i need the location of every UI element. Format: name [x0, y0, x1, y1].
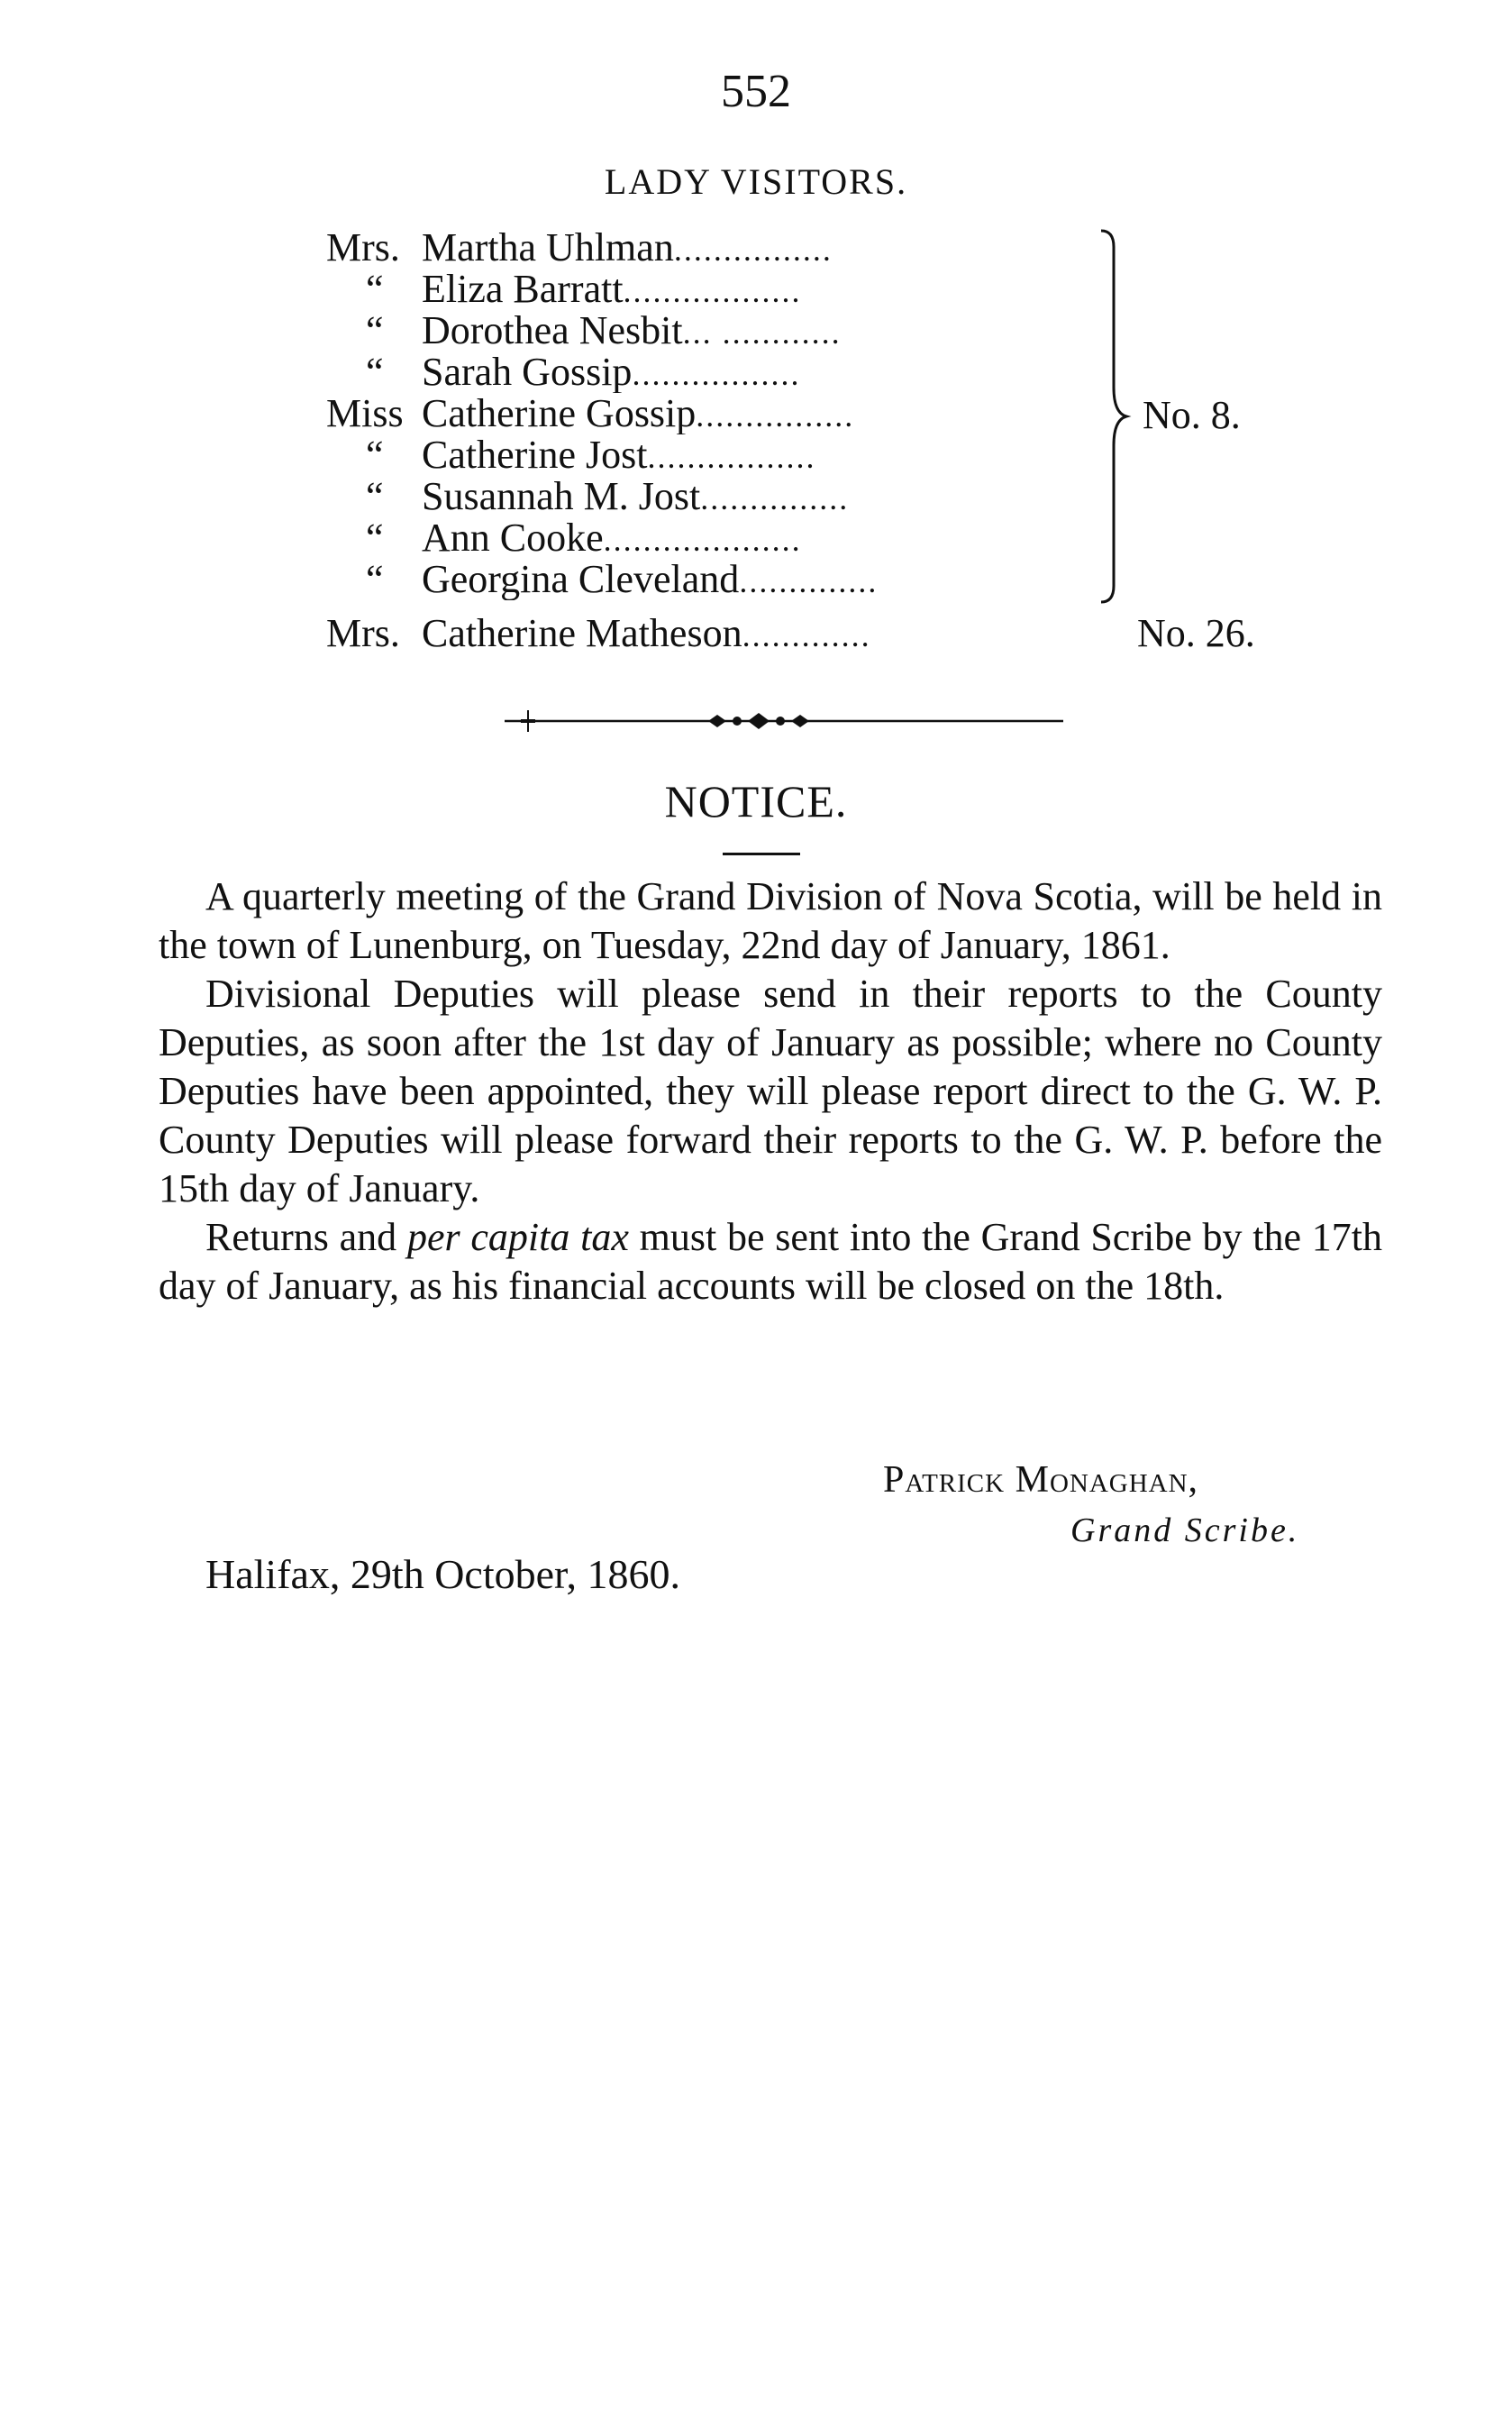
dot-leader: ..............	[739, 563, 879, 599]
heading-rule	[723, 853, 800, 855]
dot-leader: ................	[673, 232, 833, 268]
paragraph-text: must be sent into the Grand Scribe by the 17th day of January, as his financial accounts will be closed on the 18th.	[159, 1215, 1383, 1308]
visitor-row	[326, 476, 1101, 517]
visitor-row	[326, 227, 1101, 269]
dot-leader: .................	[632, 356, 801, 392]
visitor-honorific: “	[366, 434, 384, 476]
place-and-date: Halifax, 29th October, 1860.	[205, 1551, 681, 1597]
visitor-row	[326, 310, 1101, 352]
dot-leader: ...............	[700, 480, 850, 516]
visitor-honorific: “	[366, 352, 384, 393]
visitor-name: Catherine Gossip	[422, 393, 697, 434]
visitor-row	[326, 269, 1101, 310]
visitor-row	[326, 434, 1101, 476]
visitor-row	[326, 352, 1101, 393]
notice-paragraph: A quarterly meeting of the Grand Division of Nova Scotia, will be held in the town of Lunenburg, on Tuesday, 22nd day of January, 1861.	[159, 874, 1382, 967]
visitor-honorific: “	[366, 476, 384, 517]
visitor-row	[326, 393, 1101, 434]
signer-first-name: Patrick	[883, 1459, 1006, 1501]
group-brace-icon	[1098, 227, 1134, 606]
visitor-honorific: Miss	[326, 393, 404, 434]
dot-leader: .............	[742, 617, 871, 653]
visitor-name: Sarah Gossip	[422, 352, 633, 393]
signer-name	[883, 1458, 1198, 1502]
dot-leader: ................	[696, 397, 855, 434]
visitor-name: Catherine Jost	[422, 434, 648, 476]
visitor-row	[326, 559, 1101, 600]
paragraph-text: Returns and	[205, 1215, 407, 1259]
visitor-name: Dorothea Nesbit	[422, 310, 683, 352]
visitor-honorific: “	[366, 310, 384, 352]
visitor-name: Eliza Barratt	[422, 269, 624, 310]
visitor-name: Susannah M. Jost	[422, 476, 701, 517]
lady-visitors-title: LADY VISITORS.	[604, 161, 908, 202]
page-number: 552	[721, 66, 791, 117]
signer-title: Grand Scribe.	[1070, 1511, 1300, 1549]
dot-leader: .................	[647, 439, 816, 475]
visitor-honorific: “	[366, 517, 384, 559]
italic-term: per capita tax	[406, 1215, 629, 1259]
notice-body	[159, 872, 1382, 1310]
visitor-name: Catherine Matheson	[422, 613, 742, 654]
dot-leader: ..................	[623, 273, 802, 309]
single-number-label: No. 26.	[1137, 611, 1255, 655]
notice-paragraph: Divisional Deputies will please send in their reports to the County Deputies, as soon after the 1st day of January as possible; where no County Deputies have been appointed, they will please report direct to the G. W. P. County Deputies will please forward their reports to the G. W. P. before the 15th day of January.	[159, 972, 1382, 1210]
visitor-honorific: “	[366, 559, 384, 600]
signer-last-name: Monaghan,	[1015, 1459, 1199, 1501]
visitor-name: Georgina Cleveland	[422, 559, 740, 600]
visitor-row	[326, 613, 1101, 654]
notice-heading: NOTICE.	[664, 776, 848, 826]
visitor-honorific: Mrs.	[326, 227, 400, 269]
dot-leader: ....................	[603, 522, 802, 558]
group-number-label: No. 8.	[1143, 393, 1241, 437]
visitor-name: Ann Cooke	[422, 517, 604, 559]
visitor-name: Martha Uhlman	[422, 227, 674, 269]
visitor-row	[326, 517, 1101, 559]
visitor-honorific: Mrs.	[326, 613, 400, 654]
dot-leader: ... ............	[682, 315, 842, 351]
ornamental-divider-icon	[505, 705, 1063, 737]
visitor-honorific: “	[366, 269, 384, 310]
notice-paragraph	[159, 1213, 1382, 1310]
